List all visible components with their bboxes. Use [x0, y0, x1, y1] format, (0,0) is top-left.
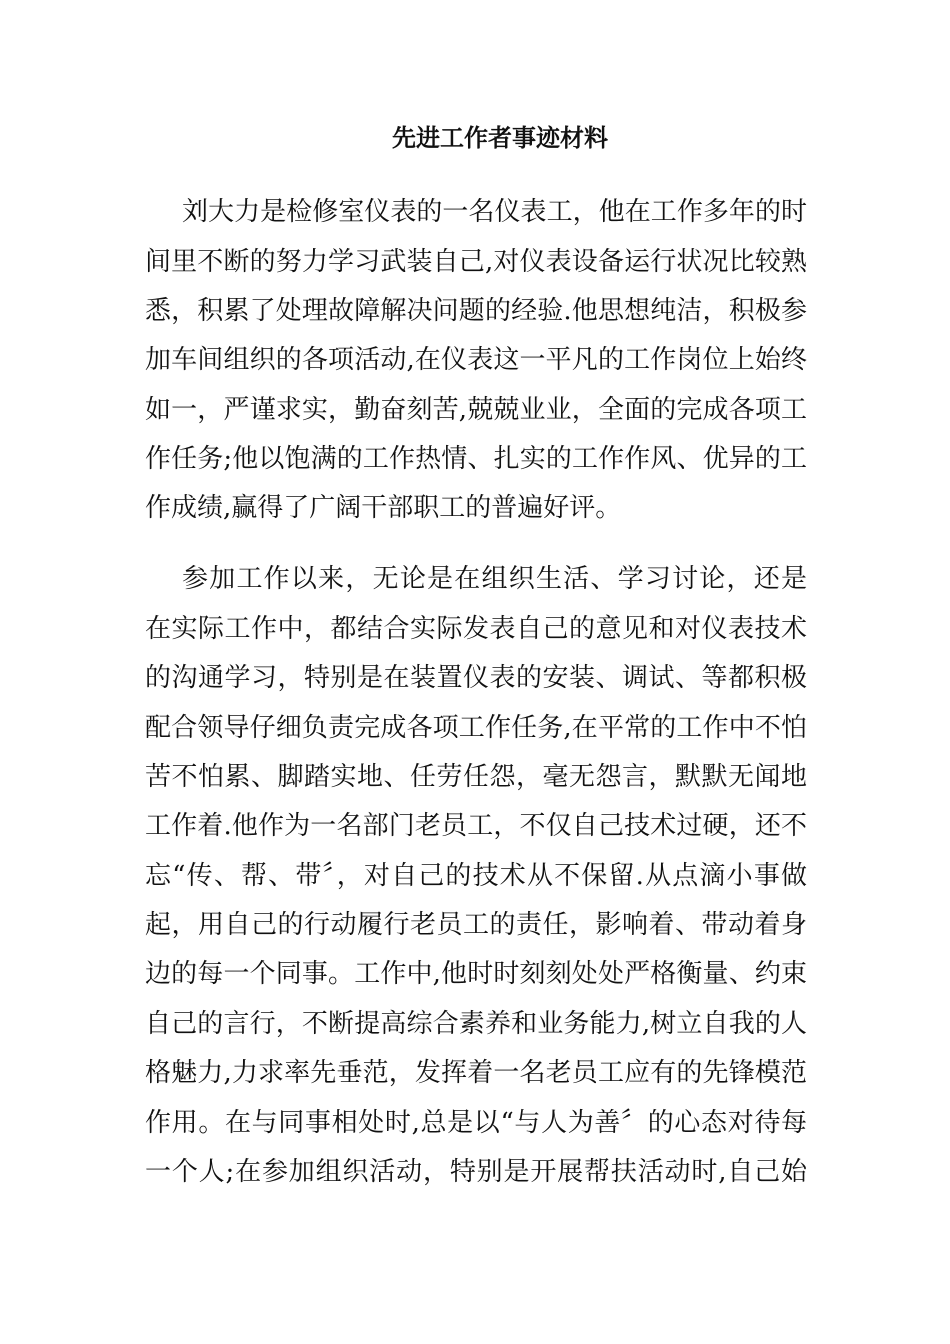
paragraph-2-line: 配合领导仔细负责完成各项工作任务,在平常的工作中不怕 [145, 713, 807, 743]
paragraph-2-line: 自己的言行，不断提高综合素养和业务能力,树立自我的人 [145, 1009, 807, 1039]
paragraph-1-line: 作成绩,赢得了广阔干部职工的普遍好评。 [145, 493, 622, 523]
paragraph-2-line: 在实际工作中，都结合实际发表自己的意见和对仪表技术 [145, 614, 807, 644]
paragraph-2-line: 一个人;在参加组织活动，特别是开展帮扶活动时,自己始 [145, 1157, 807, 1187]
paragraph-2-line: 工作着.他作为一名部门老员工，不仅自己技术过硬，还不 [145, 811, 807, 841]
document-title: 先进工作者事迹材料 [392, 124, 608, 152]
paragraph-2-line: 的沟通学习，特别是在装置仪表的安装、调试、等都积极 [145, 663, 807, 693]
paragraph-2-line: 格魅力,力求率先垂范，发挥着一名老员工应有的先锋模范 [145, 1058, 807, 1088]
paragraph-1-line: 刘大力是检修室仪表的一名仪表工，他在工作多年的时 [182, 197, 807, 227]
paragraph-2-line: 边的每一个同事。工作中,他时时刻刻处处严格衡量、约束 [145, 959, 807, 989]
paragraph-1-line: 作任务;他以饱满的工作热情、扎实的工作作风、优异的工 [145, 444, 807, 474]
paragraph-2-line: 苦不怕累、脚踏实地、任劳任怨，毫无怨言，默默无闻地 [145, 762, 807, 792]
paragraph-1-line: 如一，严谨求实，勤奋刻苦,兢兢业业，全面的完成各项工 [145, 395, 807, 425]
paragraph-1-line: 加车间组织的各项活动,在仪表这一平凡的工作岗位上始终 [145, 345, 807, 375]
paragraph-1-line: 悉，积累了处理故障解决问题的经验.他思想纯洁，积极参 [145, 296, 807, 326]
paragraph-1-line: 间里不断的努力学习武装自己,对仪表设备运行状况比较熟 [145, 247, 807, 277]
paragraph-2-line: 参加工作以来，无论是在组织生活、学习讨论，还是 [182, 564, 807, 594]
paragraph-2-line: 作用。在与同事相处时,总是以“与人为善〞的心态对待每 [145, 1108, 807, 1138]
paragraph-2-line: 起，用自己的行动履行老员工的责任，影响着、带动着身 [145, 910, 807, 940]
paragraph-2-line: 忘“传、帮、带〞，对自己的技术从不保留.从点滴小事做 [145, 861, 807, 891]
